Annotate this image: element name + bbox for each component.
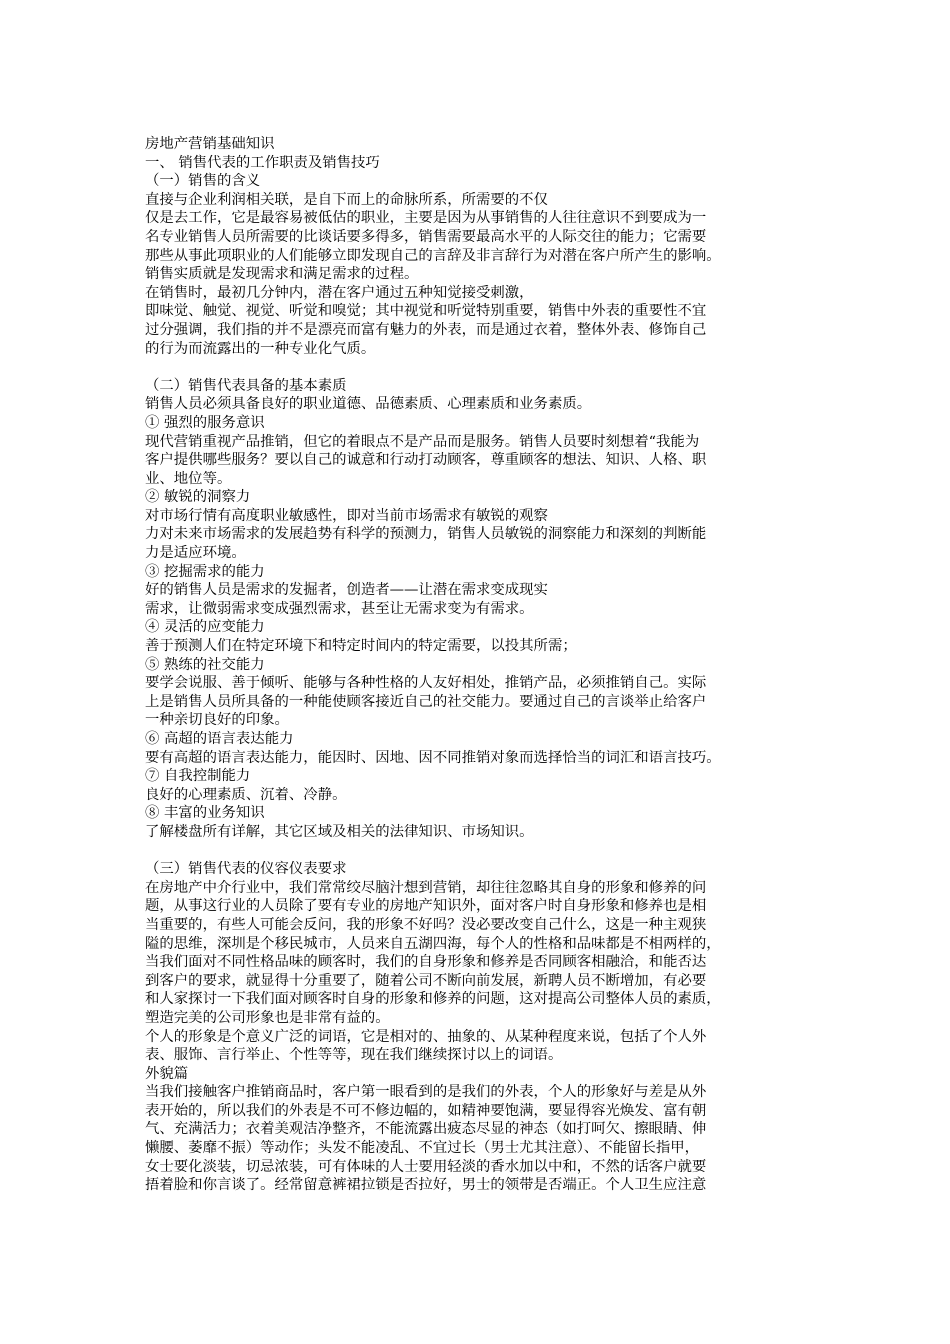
text-line: 对市场行情有高度职业敏感性，即对当前市场需求有敏锐的观察: [145, 507, 548, 524]
text-line: ⑤ 熟练的社交能力: [145, 656, 265, 673]
text-line: （一）销售的含义: [145, 173, 261, 190]
text-line: 房地产营销基础知识: [145, 136, 275, 152]
text-line: 业、地位等。: [145, 470, 232, 487]
text-line: 销售实质就是发现需求和满足需求的过程。: [145, 266, 419, 283]
text-line: 塑造完美的公司形象也是非常有益的。: [145, 1009, 390, 1026]
text-line: 一、 销售代表的工作职责及销售技巧: [145, 154, 380, 171]
text-line: ④ 灵活的应变能力: [145, 619, 265, 636]
text-line: 表开始的，所以我们的外表是不可不修边幅的，如精神要饱满，要显得容光焕发、富有朝: [145, 1102, 707, 1119]
text-line: 即味觉、触觉、视觉、听觉和嗅觉；其中视觉和听觉特别重要，销售中外表的重要性不宜: [145, 303, 707, 320]
text-line: 客户提供哪些服务？要以自己的诚意和行动打动顾客，尊重顾客的想法、知识、人格、职: [145, 452, 707, 469]
text-line: 捂着脸和你言谈了。经常留意裤裙拉锁是否拉好，男士的领带是否端正。个人卫生应注意: [145, 1177, 707, 1194]
text-line: ⑥ 高超的语言表达能力: [145, 731, 294, 747]
blank-line: [145, 358, 825, 377]
text-line: 懒腰、萎靡不振）等动作；头发不能凌乱、不宜过长（男士尤其注意）、不能留长指甲，: [145, 1140, 700, 1157]
text-line: 名专业销售人员所需要的比谈话要多得多，销售需要最高水平的人际交往的能力；它需要: [145, 228, 707, 245]
text-line: ② 敏锐的洞察力: [145, 489, 251, 506]
text-line: 当我们面对不同性格品味的顾客时，我们的自身形象和修养是否同顾客相融洽，和能否达: [145, 954, 707, 971]
text-line: 过分强调，我们指的并不是漂亮而富有魅力的外表，而是通过衣着，整体外表、修饰自己: [145, 321, 707, 338]
text-line: 表、服饰、言行举止、个性等等，现在我们继续探讨以上的词语。: [145, 1047, 563, 1064]
text-line: 善于预测人们在特定环境下和特定时间内的特定需要，以投其所需；: [145, 638, 577, 655]
text-line: 直接与企业利润相关联，是自下而上的命脉所系，所需要的不仅: [145, 191, 548, 208]
text-line: 外貌篇: [145, 1065, 189, 1082]
text-line: 现代营销重视产品推销，但它的着眼点不是产品而是服务。销售人员要时刻想着“我能为: [145, 433, 700, 450]
text-line: 题，从事这行业的人员除了要有专业的房地产知识外，面对客户时自身形象和修养也是相: [145, 898, 707, 915]
text-line: 一种亲切良好的印象。: [145, 712, 289, 729]
text-line: （二）销售代表具备的基本素质: [145, 377, 347, 394]
text-line: 的行为而流露出的一种专业化气质。: [145, 340, 376, 357]
text-line: 好的销售人员是需求的发掘者，创造者——让潜在需求变成现实: [145, 582, 548, 599]
document-body: [145, 135, 825, 1195]
text-line: 要学会说服、善于倾听、能够与各种性格的人友好相处，推销产品，必须推销自己。实际: [145, 675, 707, 692]
text-line: 在房地产中介行业中，我们常常绞尽脑汁想到营销，却往往忽略其自身的形象和修养的问: [145, 879, 707, 896]
text-line: 仅是去工作，它是最容易被低估的职业，主要是因为从事销售的人往往意识不到要成为一: [145, 210, 707, 227]
text-line: 和人家探讨一下我们面对顾客时自身的形象和修养的问题，这对提高公司整体人员的素质，: [145, 991, 721, 1008]
text-line: 要有高超的语言表达能力，能因时、因地、因不同推销对象而选择恰当的词汇和语言技巧。: [145, 749, 721, 766]
text-line: 需求，让微弱需求变成强烈需求，甚至让无需求变为有需求。: [145, 600, 534, 617]
text-line: ① 强烈的服务意识: [145, 414, 265, 431]
text-line: （三）销售代表的仪容仪表要求: [145, 861, 347, 878]
text-line: 良好的心理素质、沉着、冷静。: [145, 786, 347, 803]
text-line: 个人的形象是个意义广泛的词语，它是相对的、抽象的、从某种程度来说，包括了个人外: [145, 1028, 707, 1045]
text-line: 当重要的，有些人可能会反问，我的形象不好吗？没必要改变自己什么，这是一种主观狭: [145, 916, 707, 933]
text-line: ③ 挖掘需求的能力: [145, 563, 265, 580]
text-line: 力是适应环境。: [145, 545, 246, 562]
text-line: 了解楼盘所有详解，其它区域及相关的法律知识、市场知识。: [145, 823, 534, 840]
text-line: 当我们接触客户推销商品时，客户第一眼看到的是我们的外表，个人的形象好与差是从外: [145, 1084, 707, 1101]
blank-line: [145, 842, 825, 861]
text-line: 上是销售人员所具备的一种能使顾客接近自己的社交能力。要通过自己的言谈举止给客户: [145, 693, 707, 710]
text-line: 在销售时，最初几分钟内，潜在客户通过五种知觉接受刺激，: [145, 284, 534, 301]
text-line: 到客户的要求，就显得十分重要了，随着公司不断向前发展，新聘人员不断增加，有必要: [145, 972, 707, 989]
text-line: 气、充满活力；衣着美观洁净整齐，不能流露出疲态尽显的神态（如打呵欠、擦眼睛、伸: [145, 1121, 707, 1138]
text-line: 女士要化淡装，切忌浓装，可有体味的人士要用轻淡的香水加以中和，不然的话客户就要: [145, 1158, 707, 1175]
text-line: 那些从事此项职业的人们能够立即发现自己的言辞及非言辞行为对潜在客户所产生的影响。: [145, 247, 721, 264]
text-line: ⑦ 自我控制能力: [145, 768, 251, 785]
text-line: 销售人员必须具备良好的职业道德、品德素质、心理素质和业务素质。: [145, 396, 592, 413]
text-line: ⑧ 丰富的业务知识: [145, 805, 265, 822]
text-line: 隘的思维，深圳是个移民城市，人员来自五湖四海，每个人的性格和品味都是不相两样的，: [145, 935, 721, 952]
text-line: 力对未来市场需求的发展趋势有科学的预测力，销售人员敏锐的洞察能力和深刻的判断能: [145, 526, 707, 543]
